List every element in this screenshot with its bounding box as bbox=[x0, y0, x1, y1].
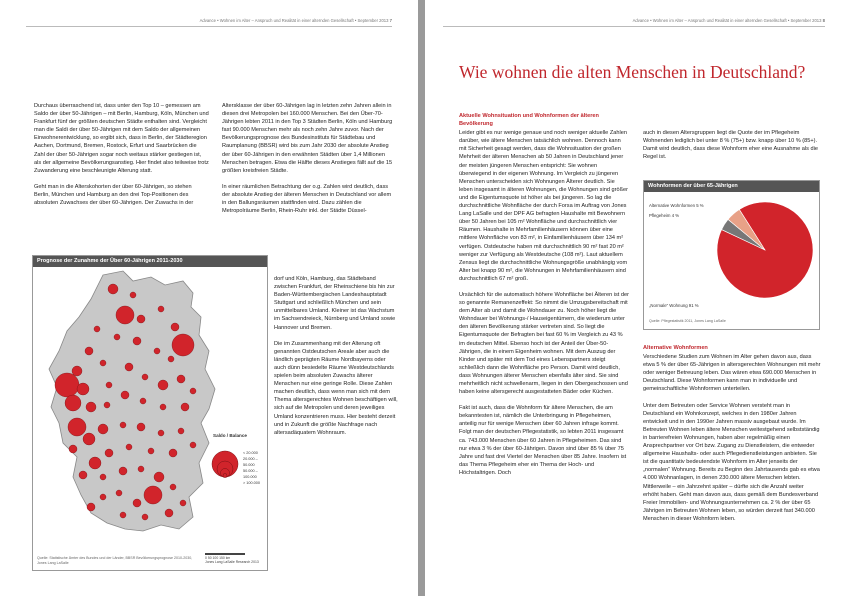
section-heading: Alternative Wohnformen bbox=[643, 345, 708, 351]
section-heading: Aktuelle Wohnsituation und Wohnformen der älteren Bevölkerung bbox=[459, 113, 599, 128]
map-dot bbox=[148, 448, 154, 454]
scalebar-label: 0 50 100 150 km bbox=[205, 556, 231, 560]
paragraph: Unter dem Betreuten oder Service Wohnen versteht man in Deutschland ein Wohnkonzept, welches in den 1980er Jahren entwickelt und in den 1990er Jahren massiv ausgebaut wurde. Im Betreuten Wohnen leben ältere Menschen weitestgehend selbstständig in barrierefreien Wohnungen, haben aber regelmäßig einen Ansprechpartner vor Ort bzw. Zugang zu Dienstleistern, die entweder allgemeine Haushalts- oder auch Pflegedienstleistungen anbieten. Sie ist die quantitativ bedeutendste Wohnform im Alter jenseits der „normalen“ Wohnung. Bereits zu Beginn des Jahrtausends gab es etwa 4.000 Wohnanlagen, in denen 230.000 ältere Menschen lebten. Mittlerweile – ein Jahrzehnt später – dürfte sich die Anzahl weiter erhöht haben. Geht man davon aus, dass gemäß dem Bundesverband Freier Immobilien- und Wohnungsunternehmen ca. 2 % der über 65 Jährigen im Betreuten Wohnen leben, so würden derzeit fast 340.000 Menschen in dieser Wohnform leben. bbox=[643, 402, 820, 522]
paragraph: Geht man in die Alterskohorten der über 60-Jährigen, so stehen Berlin, München und Hamburg an den drei Top-Positionen des absoluten Zuwachses der über 60-Jährigen. Der Zuwachs in der bbox=[34, 183, 194, 207]
left-column-2-top bbox=[222, 102, 397, 223]
map-dot bbox=[105, 449, 113, 457]
map-dot bbox=[100, 474, 106, 480]
map-dot bbox=[169, 449, 177, 457]
map-dot bbox=[55, 373, 79, 397]
map-legend bbox=[213, 433, 269, 486]
pie-figure bbox=[643, 180, 820, 330]
map-dot bbox=[154, 348, 160, 354]
map-scalebar bbox=[205, 553, 259, 564]
map-dot bbox=[121, 391, 129, 399]
running-header-text: Advance • Wohnen im Alter – Anspruch und Realität in einer alternden Gesellschaft • September 2013 bbox=[199, 18, 389, 23]
map-dot bbox=[172, 334, 194, 356]
map-dot bbox=[68, 418, 86, 436]
legend-title: Saldo / Balance bbox=[213, 433, 247, 438]
paragraph: Durchaus überraschend ist, dass unter den Top 10 – gemessen am Saldo der über 50-Jährigen – mit Berlin, Hamburg, Köln, München und Frankfurt fünf der größten deutschen Städte enthalten sind. Vergleicht man die Saldi der über 50-Jährigen mit dem Saldo der allgemeinen Einwohnerentwicklung, so ergibt sich, dass in Berlin, der Städteregion Aachen, Dortmund, Bremen, Rostock, Erfurt und Saarbrücken die Zahl der über 50-Jährigen sogar noch weitaus stärker gestiegen ist, als der allgemeine Bevölkerungsanstieg. Hier findet also teilweise trotz Zuwanderung eine beschleunigte Alterung statt. bbox=[34, 103, 209, 174]
header-rule bbox=[26, 26, 392, 27]
map-dot bbox=[116, 490, 122, 496]
legend-entry: < 20.000 bbox=[243, 451, 258, 455]
map-dot bbox=[125, 363, 133, 371]
scalebar-line bbox=[205, 553, 245, 555]
map-dot bbox=[79, 471, 87, 479]
map-dot bbox=[180, 500, 186, 506]
paragraph: dorf und Köln, Hamburg, das Städteband zwischen Frankfurt, der Rheinschiene bis hin zur Baden-Württembergischen Landeshauptstadt Stuttgart und schließlich München und sein unmittelbares Umland. Kleiner ist das Wachstum im Sachsendreieck, Nürnberg und Umland sowie Hannover und Bremen. bbox=[274, 276, 396, 331]
legend-circle-s bbox=[223, 474, 227, 478]
pie-slices bbox=[717, 202, 813, 298]
map-dot bbox=[69, 445, 77, 453]
paragraph: auch in diesen Altersgruppen liegt die Quote der im Pflegeheim Wohnenden lediglich bei unter 8 % (75+) bzw. knapp über 10 % (85+). Damit wird deutlich, dass diese Wohnform eher eine Ausnahme als die Regel ist. bbox=[643, 130, 818, 161]
map-dot bbox=[165, 509, 173, 517]
header-rule bbox=[443, 26, 825, 27]
map-dot bbox=[100, 494, 106, 500]
map-figure bbox=[32, 255, 268, 571]
map-dot bbox=[158, 306, 164, 312]
left-column-1 bbox=[34, 102, 209, 215]
map-dot bbox=[114, 334, 120, 340]
map-dot bbox=[77, 383, 89, 395]
map-dot bbox=[142, 374, 148, 380]
left-page bbox=[0, 0, 418, 596]
map-dot bbox=[190, 442, 196, 448]
legend-circles bbox=[211, 445, 251, 479]
map-dot bbox=[160, 404, 166, 410]
map-dot bbox=[177, 375, 185, 383]
pie-title: Wohnformen der über 65-Jährigen bbox=[644, 181, 819, 192]
pie-label-alternative: Alternative Wohnformen 5 % bbox=[649, 203, 704, 208]
map-dot bbox=[108, 284, 118, 294]
map-dot bbox=[86, 402, 96, 412]
map-dot bbox=[144, 486, 162, 504]
map-dot bbox=[104, 402, 110, 408]
map-dot bbox=[181, 403, 189, 411]
right-column-1 bbox=[459, 112, 629, 485]
pie-label-normal: „Normale“ Wohnung 91 % bbox=[649, 303, 699, 308]
left-column-2-bottom bbox=[274, 275, 399, 445]
paragraph: Verschiedene Studien zum Wohnen im Alter gehen davon aus, dass etwa 5 % der über 65-Jährigen in altersgerechten Wohnungen mit mehr oder weniger Betreuung leben. Das wären etwa 690.000 Menschen in Deutschland. Diese Wohnformen kann man in individuelle und gemeinschaftliche Wohnformen unterteilen. bbox=[643, 354, 821, 393]
map-dot bbox=[100, 360, 106, 366]
map-dot bbox=[130, 292, 136, 298]
map-dot bbox=[89, 457, 101, 469]
map-dot bbox=[178, 428, 184, 434]
map-dot bbox=[158, 430, 164, 436]
map-dot bbox=[154, 472, 164, 482]
map-dot bbox=[116, 306, 134, 324]
map-dot bbox=[137, 423, 145, 431]
legend-entry: > 100.000 bbox=[243, 481, 260, 485]
paragraph: In einer räumlichen Betrachtung der o.g. Zahlen wird deutlich, dass der absolute Anstieg der älteren Menschen in Deutschland vor allem in den Ballungsräumen stattfinden wird. Dazu zählen die Metropolräume Berlin, Rhein-Ruhr inkl. der Städte Düssel- bbox=[222, 183, 392, 215]
map-dot bbox=[98, 424, 108, 434]
map-dot bbox=[138, 466, 144, 472]
map-dot bbox=[85, 347, 93, 355]
page-number: 7 bbox=[389, 18, 392, 23]
running-header-left bbox=[200, 18, 392, 23]
running-header-text: Advance • Wohnen im Alter – Anspruch und Realität in einer alternden Gesellschaft • September 2013 bbox=[632, 18, 822, 23]
paragraph: Leider gibt es nur wenige genaue und noch weniger aktuelle Zahlen darüber, wie ältere Menschen tatsächlich wohnen. Dennoch kann mit Sicherheit gesagt werden, dass die Wohnsituation der großen Mehrheit der älteren Menschen ab 50 Jahren in Deutschland jener der meisten jüngeren Menschen entspricht: Sie wohnen überwiegend in der eigenen Wohnung. Im Vergleich zu jüngeren Menschen unterscheiden sich Wohnungen Älterer deutlich. Sie leben insgesamt in älteren Wohnungen, die Wohnungen sind größer und die Eigentumsquote ist höher als bei jüngeren. So lag die durchschnittliche Wohnfläche der durch Forsa im Auftrag von Jones Lang LaSalle und der DPF AG befragten Haushalte mit Bewohnern über 50 Jahren bei 105 m² Wohnfläche und durchschnittlich vier Räumen. Haushalte in Mehrfamilienhäusern können über eine mittlere Wohnfläche von 83 m², in Einfamilienhäusern über 134 m² verfügen. Ostdeutsche haben mit durchschnittlich 90 m² fast 20 m² weniger zur Verfügung als Westdeutsche (108 m²). Laut aktuellem Zensus liegt die durchschnittliche Wohnungsgröße unabhängig vom Alter bei knapp 90 m², die Wohnungen in Mehrfamilienhäusern sind durchschnittlich 67 m² groß. bbox=[459, 130, 628, 282]
pie-label-pflegeheim: Pflegeheim 4 % bbox=[649, 213, 680, 218]
map-credit: Jones Lang LaSalle Research 2013 bbox=[205, 560, 259, 564]
map-source: Quelle: Statistische Ämter des Bundes und der Länder, BBSR Bevölkerungsprognose 2010-2030, Jones Lang LaSalle bbox=[37, 556, 193, 565]
map-dot bbox=[72, 366, 82, 376]
map-dot bbox=[94, 326, 100, 332]
running-header-right bbox=[633, 18, 825, 23]
right-column-2-top bbox=[643, 129, 821, 169]
paragraph: Altersklasse der über 60-Jährigen lag in letzten zehn Jahren allein in diesen drei Metropolen bei 160.000 Menschen. Bei den Über-70-Jährigen lebten 2011 in den Top 3 Städten Berlin, Köln und Hamburg fast 90.000 Menschen mehr als noch zehn Jahre zuvor. Nach der Bevölkerungsprognose des Bundesinstituts für Städtebau und Raumplanung (BBSR) wird bis zum Jahr 2030 der absolute Anstieg der über 60-Jährigen in den erwähnten Städten über 1,4 Millionen Menschen betragen. Etwa die Hälfte dieses Anstieges fällt auf die 15 größten kreisfreien Städte. bbox=[222, 103, 393, 174]
legend-entry: 20.000 – 50.000 bbox=[243, 457, 258, 467]
pie-source: Quelle: Pflegestatistik 2011, Jones Lang LaSalle bbox=[649, 319, 726, 323]
map-dot bbox=[106, 382, 112, 388]
paragraph: Die im Zusammenhang mit der Alterung oft genannten Ostdeutschen Areale aber auch die ländlich geprägten Räume Nordbayerns oder auch dünn besiedelte Räume Westdeutschlands spielen beim absoluten Zuwachs älterer Menschen nur eine geringe Rolle. Diese Zahlen machen deutlich, dass wenn man sich mit dem Thema altersgerechtes Wohnen beschäftigen will, sich auf die Metropolen und deren jeweiliges Umland konzentrieren muss. Hier besteht derzeit und in Zukunft die größte Nachfrage nach altersadäquatem Wohnraum. bbox=[274, 340, 398, 436]
map-dot bbox=[133, 337, 141, 345]
map-dot bbox=[87, 503, 95, 511]
map-dot bbox=[190, 388, 196, 394]
paragraph: Ursächlich für die automatisch höhere Wohnfläche bei Älteren ist der so genannte Remanenzeffekt: So nimmt die Umzugsbereitschaft mit dem Alter ab und damit die Wohndauer zu. Noch höher liegt die Wohndauer bei Wohnungs-/ Hauseigentümern, die wiederum unter den älteren Bevölkerung stärker vertreten sind. So liegt die Eigentumsquote der Befragten bei fast 60 % im Vergleich zu 43 % im deutschen Mittel. Ebenso hoch ist der Anteil der Über-50-Jährigen, die in einem Eigenheim wohnen. Mit dem Auszug der Kinder und später mit dem Tod eines Lebenspartners steigt schließlich dann die Wohnfläche pro Person. Damit wird deutlich, dass Wohnungen älterer Menschen ebenfalls älter sind. Sie sind mehrheitlich nicht schwellenarm, liegen in den Obergeschossen und haben keine altersgerecht ausgestatteten Bäder oder Küchen. bbox=[459, 291, 629, 396]
map-dot bbox=[120, 422, 126, 428]
map-dot bbox=[119, 467, 127, 475]
map-dot bbox=[171, 323, 179, 331]
map-dot bbox=[168, 356, 174, 362]
map-dot bbox=[158, 380, 168, 390]
map-title: Prognose der Zunahme der Über 60-Jährigen 2011-2030 bbox=[33, 256, 267, 267]
map-dot bbox=[65, 395, 81, 411]
right-column-2-bottom bbox=[643, 344, 821, 531]
map-dot bbox=[140, 398, 146, 404]
map-dot bbox=[142, 514, 148, 520]
right-page bbox=[425, 0, 843, 596]
page-title: Wie wohnen die alten Menschen in Deutschland? bbox=[459, 62, 806, 82]
map-dot bbox=[120, 512, 126, 518]
map-dot bbox=[170, 484, 176, 490]
map-dot bbox=[83, 433, 95, 445]
paragraph: Fakt ist auch, dass die Wohnform für ältere Menschen, die am bekanntesten ist, nämlich die Unterbringung in Pflegeheimen, anteilig nur für wenige Menschen über 60 Jahren infrage kommt. Folgt man der deutschen Pflegestatistik, so lebten 2011 insgesamt ca. 743.000 Menschen über 60 Jahren in Pflegeheimen. Das sind nur etwa 3 % der über 60-Jährigen. Davon sind über 85 % über 75 Jahre und fast drei Viertel der Menschen über 85 Jahre. Insofern ist das Thema Pflegeheim eher ein Thema der Hoch- und Höchstaltrigen. Doch bbox=[459, 405, 627, 476]
map-dot bbox=[126, 444, 132, 450]
germany-map bbox=[33, 267, 267, 569]
map-dot bbox=[133, 499, 141, 507]
map-dot bbox=[137, 315, 145, 323]
legend-entry: 50.000 – 100.000 bbox=[243, 469, 258, 479]
page-number: 8 bbox=[822, 18, 825, 23]
